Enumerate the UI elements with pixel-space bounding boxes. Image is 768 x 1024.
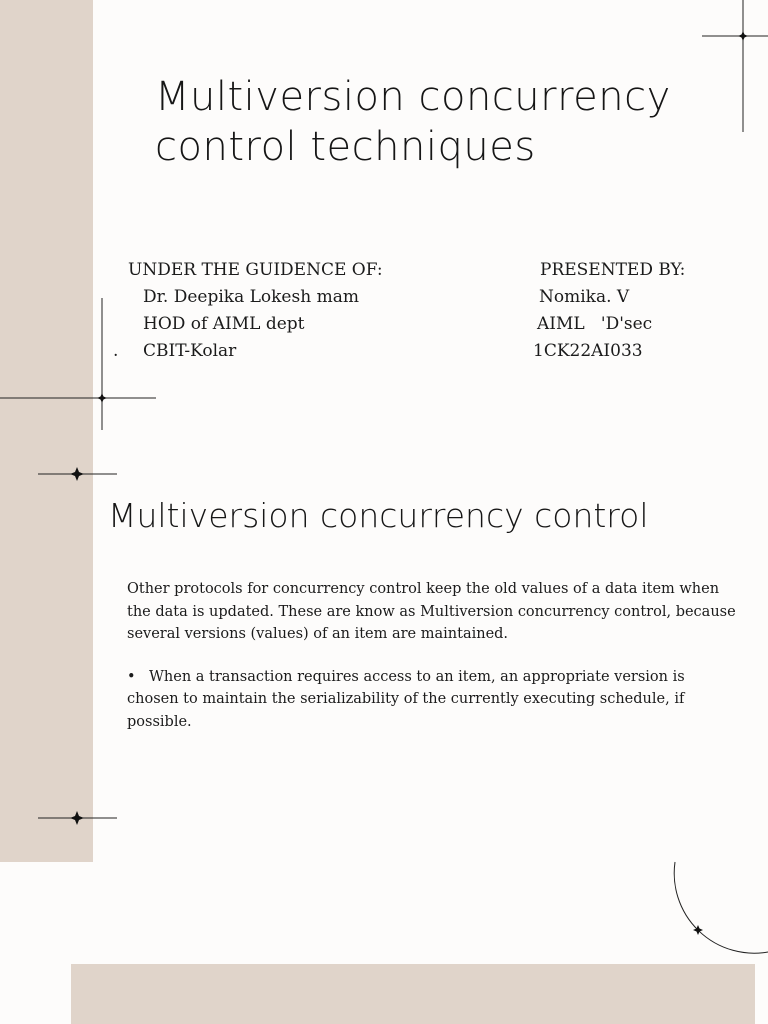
bullet-item <box>127 666 739 734</box>
presenter-block <box>530 257 685 365</box>
body-paragraph: Other protocols for concurrency control keep the old values of a data item when the data is updated. These are know as Multiversion concurrency control, because several versions (values) of an item are maintained. <box>127 581 736 642</box>
guide-college: CBIT-Kolar <box>143 341 237 361</box>
section-title: Multiversion concurrency control <box>108 496 649 535</box>
presenter-section: AIML 'D'sec <box>537 314 653 334</box>
sparkle-icon <box>97 393 107 403</box>
slide-title <box>155 72 671 172</box>
bullet-text: When a transaction requires access to an item, an appropriate version is chosen to maintain the serializability of the currently executing schedule, if possible. <box>127 668 685 730</box>
sparkle-icon <box>738 31 748 41</box>
guidance-heading: UNDER THE GUIDENCE OF: <box>128 260 383 280</box>
bullet-dot: • <box>127 668 136 685</box>
guide-name: Dr. Deepika Lokesh mam <box>143 287 359 307</box>
title-line-1: Multiversion concurrency <box>155 74 671 120</box>
guidance-block <box>128 257 383 365</box>
stray-dot: . <box>113 341 119 361</box>
body-text <box>127 578 739 753</box>
presenter-name: Nomika. V <box>539 287 630 307</box>
bottom-accent-band <box>71 964 755 1024</box>
guide-role: HOD of AIML dept <box>143 314 305 334</box>
sparkle-icon <box>693 925 703 935</box>
presenter-usn: 1CK22AI033 <box>533 341 643 361</box>
title-line-2: control techniques <box>155 124 536 170</box>
presenter-heading: PRESENTED BY: <box>540 260 686 280</box>
left-accent-band <box>0 0 93 862</box>
